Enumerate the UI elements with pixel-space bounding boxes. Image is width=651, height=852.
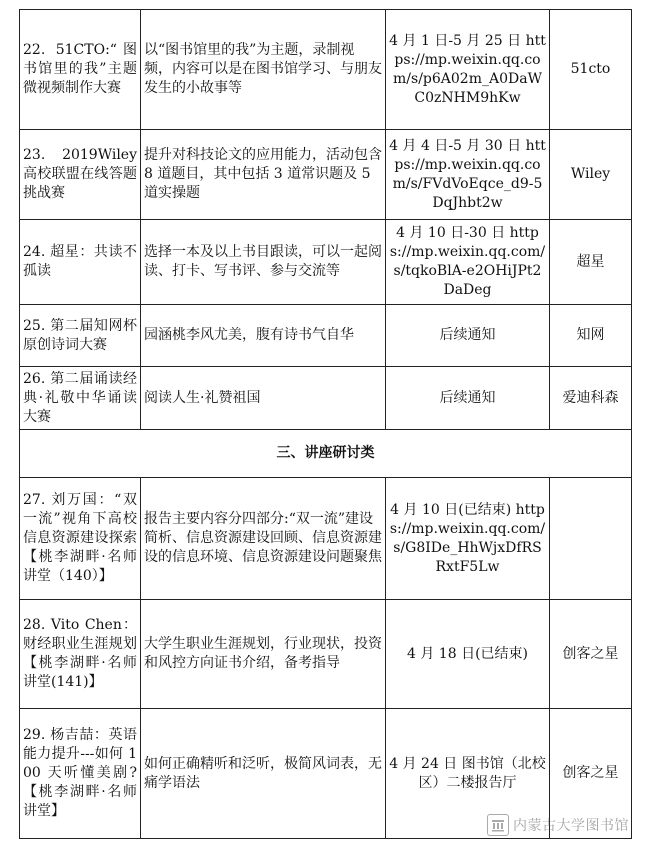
- activity-organizer: 知网: [550, 305, 632, 367]
- activity-time: 后续通知: [386, 367, 550, 430]
- lecture-organizer: 创客之星: [550, 709, 632, 839]
- activity-name: 25. 第二届知网杯原创诗词大赛: [20, 305, 141, 367]
- table-row: [20, 478, 632, 600]
- lecture-name: 29. 杨吉喆：英语能力提升---如何 100 天听懂美剧?【桃李湖畔·名师讲堂】: [20, 709, 141, 839]
- activity-organizer: 超星: [550, 220, 632, 305]
- activity-organizer: Wiley: [550, 130, 632, 220]
- lecture-organizer: 创客之星: [550, 600, 632, 709]
- table-row: [20, 220, 632, 305]
- table-row: [20, 130, 632, 220]
- activity-time-link: 4 月 1 日-5 月 25 日 https://mp.weixin.qq.com/s/p6A02m_A0DaWC0zNHM9hKw: [386, 10, 550, 130]
- library-seal-icon: [487, 814, 509, 836]
- activity-content: 园涵桃李风尤美，腹有诗书气自华: [141, 305, 386, 367]
- activity-time-link: 4 月 10 日-30 日 https://mp.weixin.qq.com/s/tqkoBlA-e2OHiJPt2DaDeg: [386, 220, 550, 305]
- section-header-row: [20, 430, 632, 478]
- lecture-time-location: 4 月 24 日 图书馆（北校区）二楼报告厅: [386, 709, 550, 839]
- lecture-time-link: 4 月 10 日(已结束) https://mp.weixin.qq.com/s/G8IDe_HhWjxDfRSRxtF5Lw: [386, 478, 550, 600]
- watermark: [487, 814, 629, 836]
- lecture-name: 28. Vito Chen：财经职业生涯规划【桃李湖畔·名师讲堂(141)】: [20, 600, 141, 709]
- activity-name: 26. 第二届诵读经典·礼敬中华诵读大赛: [20, 367, 141, 430]
- table-row: [20, 600, 632, 709]
- activity-organizer: 爱迪科森: [550, 367, 632, 430]
- activity-name: 24. 超星：共读不孤读: [20, 220, 141, 305]
- lecture-organizer: [550, 478, 632, 600]
- lecture-content: 大学生职业生涯规划，行业现状，投资和风控方向证书介绍，备考指导: [141, 600, 386, 709]
- lecture-content: 报告主要内容分四部分:“双一流”建设简析、信息资源建设回顾、信息资源建设的信息环境、信息资源建设问题聚焦: [141, 478, 386, 600]
- activity-content: 阅读人生·礼赞祖国: [141, 367, 386, 430]
- table-row: [20, 10, 632, 130]
- activity-name: 22. 51CTO:“图书馆里的我”主题微视频制作大赛: [20, 10, 141, 130]
- watermark-text: 内蒙古大学图书馆: [513, 818, 629, 834]
- table-row: [20, 367, 632, 430]
- activity-time-link: 4 月 4 日-5 月 30 日 https://mp.weixin.qq.com/s/FVdVoEqce_d9-5DqJhbt2w: [386, 130, 550, 220]
- lecture-name: 27. 刘万国：“双一流”视角下高校信息资源建设探索【桃李湖畔·名师讲堂（140）】: [20, 478, 141, 600]
- lecture-content: 如何正确精听和泛听，极简风词表，无痛学语法: [141, 709, 386, 839]
- activity-name: 23. 2019Wiley 高校联盟在线答题挑战赛: [20, 130, 141, 220]
- table-row: [20, 305, 632, 367]
- activities-table: [19, 9, 632, 839]
- section-title: 三、讲座研讨类: [20, 430, 632, 478]
- lecture-time: 4 月 18 日(已结束): [386, 600, 550, 709]
- activity-content: 提升对科技论文的应用能力，活动包含 8 道题目，其中包括 3 道常识题及 5 道实操题: [141, 130, 386, 220]
- activity-content: 选择一本及以上书目跟读，可以一起阅读、打卡、写书评、参与交流等: [141, 220, 386, 305]
- activity-time: 后续通知: [386, 305, 550, 367]
- activity-content: 以“图书馆里的我”为主题，录制视频，内容可以是在图书馆学习、与朋友发生的小故事等: [141, 10, 386, 130]
- activity-organizer: 51cto: [550, 10, 632, 130]
